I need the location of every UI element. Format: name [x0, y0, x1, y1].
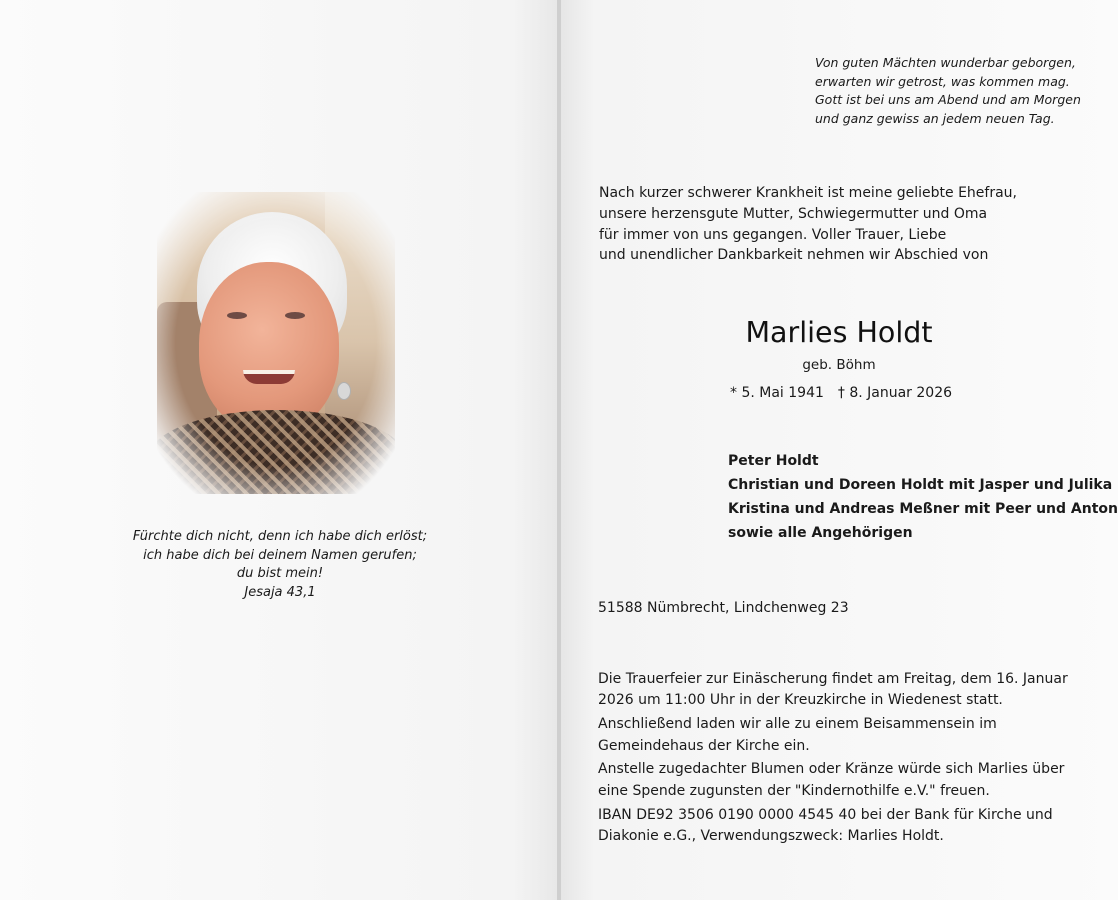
- notice-line: Anschließend laden wir alle zu einem Beisammensein im: [598, 716, 997, 733]
- intro-line: und unendlicher Dankbarkeit nehmen wir Abschied von: [599, 247, 989, 264]
- verse-line: du bist mein!: [236, 566, 324, 581]
- mourner-entry: Kristina und Andreas Meßner mit Peer und Anton: [728, 501, 1118, 517]
- portrait-earring: [337, 382, 351, 400]
- bible-verse: [130, 528, 430, 602]
- notice-line: IBAN DE92 3506 0190 0000 4545 40 bei der Bank für Kirche und: [598, 806, 1053, 823]
- intro-line: für immer von uns gegangen. Voller Trauer, Liebe: [599, 226, 947, 243]
- portrait-smile: [243, 370, 295, 384]
- death-date: † 8. Januar 2026: [837, 385, 953, 401]
- birth-date: * 5. Mai 1941: [730, 385, 824, 401]
- deceased-name: Marlies Holdt: [745, 316, 933, 349]
- left-page: [0, 0, 557, 900]
- family-address: 51588 Nümbrecht, Lindchenweg 23: [598, 600, 849, 616]
- notice-line: Gemeindehaus der Kirche ein.: [598, 737, 810, 754]
- verse-reference: Jesaja 43,1: [244, 584, 316, 600]
- funeral-notice: [598, 669, 1078, 850]
- poem-line: Gott ist bei uns am Abend und am Morgen: [815, 92, 1081, 107]
- intro-line: Nach kurzer schwerer Krankheit ist meine geliebte Ehefrau,: [599, 185, 1018, 201]
- portrait-eye-right: [285, 312, 305, 319]
- verse-line: Fürchte dich nicht, denn ich habe dich erlöst;: [132, 529, 428, 544]
- poem-line: erwarten wir getrost, was kommen mag.: [815, 73, 1070, 89]
- mourner-entry: Christian und Doreen Holdt mit Jasper und Julika: [728, 477, 1113, 493]
- notice-line: Die Trauerfeier zur Einäscherung findet am Freitag, dem 16. Januar: [598, 671, 1068, 687]
- notice-line: Anstelle zugedachter Blumen oder Kränze würde sich Marlies über: [598, 761, 1065, 778]
- portrait-patterned-top: [157, 410, 395, 494]
- poem-verse: [815, 54, 1105, 128]
- poem-line: Von guten Mächten wunderbar geborgen,: [815, 55, 1076, 70]
- notice-line: Diakonie e.G., Verwendungszweck: Marlies Holdt.: [598, 828, 944, 845]
- portrait-photo: [157, 192, 395, 494]
- notice-line: 2026 um 11:00 Uhr in der Kreuzkirche in Wiedenest statt.: [598, 692, 1003, 709]
- verse-line: ich habe dich bei deinem Namen gerufen;: [143, 547, 417, 563]
- portrait-face: [199, 262, 339, 432]
- portrait-eye-left: [227, 312, 247, 319]
- life-dates: [730, 382, 952, 404]
- mourner-entry: sowie alle Angehörigen: [728, 525, 913, 541]
- mourner-entry: Peter Holdt: [728, 453, 819, 469]
- notice-paragraph-bank: [598, 805, 1078, 848]
- mourners-list: [728, 449, 1118, 545]
- notice-paragraph-gathering: [598, 714, 1078, 757]
- announcement-intro: [599, 183, 1069, 266]
- notice-line: eine Spende zugunsten der "Kindernothilfe e.V." freuen.: [598, 782, 990, 799]
- poem-line: und ganz gewiss an jedem neuen Tag.: [815, 110, 1055, 126]
- birth-name: geb. Böhm: [802, 357, 876, 373]
- notice-paragraph-donation: [598, 759, 1078, 802]
- intro-line: unsere herzensgute Mutter, Schwiegermutter und Oma: [599, 205, 988, 222]
- notice-paragraph-service: [598, 669, 1078, 712]
